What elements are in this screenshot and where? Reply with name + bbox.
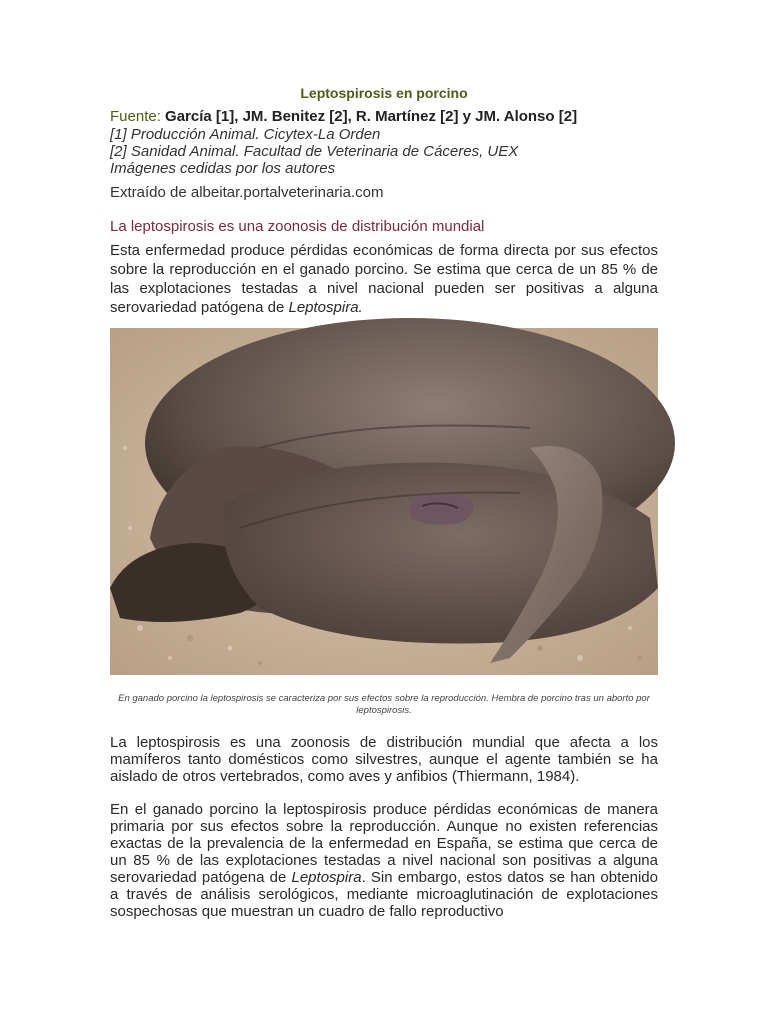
source-line	[110, 108, 658, 126]
extracted-from: Extraído de albeitar.portalveterinaria.com	[110, 184, 384, 201]
body-paragraph-2-text-after: . Sin embargo, estos datos se han obtenido a través de análisis serológicos, mediante microaglutinación de explotaciones sospechosas que muestran un cuadro de fallo reproductivo	[110, 869, 658, 920]
sow-photo-illustration	[110, 328, 658, 675]
article-title: Leptospirosis en porcino	[300, 85, 468, 101]
article-header	[110, 84, 658, 317]
affiliation-2: [2] Sanidad Animal. Facultad de Veterinaria de Cáceres, UEX	[110, 143, 519, 160]
body-paragraph-1: La leptospirosis es una zoonosis de distribución mundial que afecta a los mamíferos tanto domésticos como silvestres, aunque el agente también se ha aislado de otros vertebrados, como aves y anfibios (Thiermann, 1984).	[110, 734, 658, 785]
authors: García [1], JM. Benitez [2], R. Martínez [2] y JM. Alonso [2]	[165, 108, 578, 125]
section-heading: La leptospirosis es una zoonosis de distribución mundial	[110, 218, 485, 235]
body-paragraph-2-italic: Leptospira	[291, 869, 362, 886]
intro-italic: Leptospira.	[288, 299, 363, 316]
intro-paragraph	[110, 241, 658, 317]
figure-caption: En ganado porcino la leptospirosis se caracteriza por sus efectos sobre la reproducción. Hembra de porcino tras un aborto por leptospirosis.	[118, 693, 650, 716]
source-label: Fuente:	[110, 108, 161, 125]
body-paragraph-2	[110, 801, 658, 920]
body-paragraph-2-text: En el ganado porcino la leptospirosis produce pérdidas económicas de manera primaria por sus efectos sobre la reproducción. Aunque no existen referencias exactas de la prevalencia de la enfermedad en España, se estima que cerca de un 85 % de las explotaciones testadas a nivel nacional son positivas a alguna serovariedad patógena de	[110, 801, 658, 886]
article-body	[110, 734, 658, 920]
intro-text: Esta enfermedad produce pérdidas económicas de forma directa por sus efectos sobre la reproducción en el ganado porcino. Se estima que cerca de un 85 % de las explotaciones testadas a nivel nacional pueden ser positivas a alguna serovariedad patógena de	[110, 242, 658, 316]
sow-photo	[110, 328, 658, 675]
affiliation-1: [1] Producción Animal. Cicytex-La Orden	[110, 126, 381, 143]
images-credit: Imágenes cedidas por los autores	[110, 160, 336, 177]
